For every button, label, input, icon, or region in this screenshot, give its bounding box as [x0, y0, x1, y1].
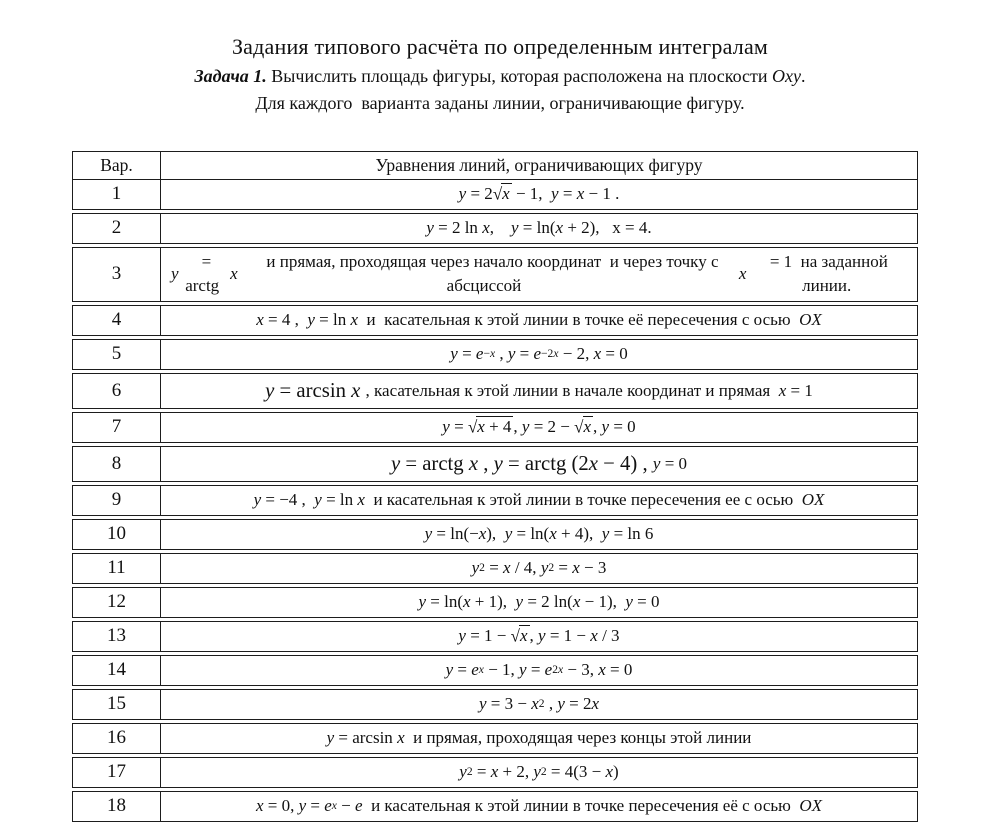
table-row [72, 723, 918, 754]
table-row [72, 757, 918, 788]
formula-cell: y = 2 √x − 1, y = x − 1 . [161, 180, 917, 209]
plane-label: Oxy [772, 66, 802, 87]
formula-cell: y = arcsin x , касательная к этой линии в начале координат и прямая x = 1 [265, 379, 813, 402]
doc-title: Задания типового расчёта по определенным интегралам [231, 34, 769, 59]
table-row [72, 339, 918, 370]
variant-cell: 17 [73, 758, 161, 787]
variant-cell: 1 [73, 180, 161, 209]
formula-cell: y = 3 − x 2 , y = 2 x [479, 694, 599, 714]
formula-cell: y = arctg x и прямая, проходящая через начало координат и через точку с абсциссой x = 1 на заданной линии. [171, 251, 893, 296]
formula-cell: y = ln( x + 1), y = 2 ln( x − 1), y = 0 [418, 592, 660, 612]
table-row [72, 247, 918, 302]
table-row [72, 553, 918, 584]
formula-cell: y = √x + 4 , y = 2 − √x , y = 0 [161, 413, 917, 442]
variant-cell: 2 [73, 214, 161, 243]
formula-cell: y = e −x , y = e −2x − 2, x = 0 [450, 344, 628, 364]
table-row [72, 213, 918, 244]
table-row [72, 791, 918, 822]
variant-cell: 9 [73, 486, 161, 515]
table-row [72, 179, 918, 210]
variant-cell: 11 [73, 554, 161, 583]
variant-cell: 16 [73, 724, 161, 753]
formula-cell: y 2 = x / 4, y 2 = x − 3 [471, 558, 607, 578]
formula-cell: y = −4 , y = ln x и касательная к этой линии в точке пересечения ее с осью OX [253, 490, 825, 510]
table-row [72, 412, 918, 443]
table-row [72, 485, 918, 516]
table-row [72, 519, 918, 550]
problem-text: Вычислить площадь фигуры, которая расположена на плоскости [266, 66, 773, 87]
variant-cell: 14 [73, 656, 161, 685]
variant-cell: 6 [73, 374, 161, 408]
table-row [72, 446, 918, 482]
formula-cell: y = arctg x , y = arctg (2x − 4) , y = 0 [390, 452, 688, 475]
formula-cell: y = 1 − √x , y = 1 − x / 3 [161, 622, 917, 651]
problem-statement [0, 65, 1000, 88]
variant-instruction: Для каждого варианта заданы линии, ограничивающие фигуру. [255, 92, 745, 113]
table-row [72, 655, 918, 686]
variant-cell: 12 [73, 588, 161, 617]
radical-sign-icon: √ [467, 417, 478, 437]
problem-text-period: . [801, 66, 806, 87]
table-body [72, 179, 918, 822]
formula-cell: y = e x − 1, y = e 2x − 3, x = 0 [445, 660, 633, 680]
table-row [72, 305, 918, 336]
formula-cell: y = arcsin x и прямая, проходящая через концы этой линии [326, 728, 752, 748]
formula-cell: x = 4 , y = ln x и касательная к этой линии в точке её пересечения с осью OX [256, 310, 822, 330]
variant-cell: 18 [73, 792, 161, 821]
table-header-row [72, 151, 918, 180]
tasks-table [72, 151, 918, 822]
formula-cell: y = ln(− x ), y = ln( x + 4), y = ln 6 [424, 524, 654, 544]
table-row [72, 587, 918, 618]
variant-cell: 13 [73, 622, 161, 651]
problem-label: Задача 1. [194, 66, 267, 87]
radical-sign-icon: √ [510, 626, 520, 646]
formula-cell: y = 2 ln x , y = ln( x + 2), x = 4. [426, 217, 652, 237]
variant-cell: 8 [73, 447, 161, 481]
formula-cell: y 2 = x + 2, y 2 = 4(3 − x ) [459, 762, 619, 782]
radical-sign-icon: √ [574, 417, 584, 437]
variant-cell: 5 [73, 340, 161, 369]
formula-cell: x = 0, y = e x − e и касательная к этой линии в точке пересечения её с осью OX [255, 796, 823, 816]
header-cell-equations: Уравнения линий, ограничивающих фигуру [375, 155, 703, 175]
table-row [72, 373, 918, 409]
variant-cell: 7 [73, 413, 161, 442]
table-row [72, 621, 918, 652]
variant-cell: 15 [73, 690, 161, 719]
variant-cell: 3 [73, 248, 161, 301]
variant-cell: 4 [73, 306, 161, 335]
table-row [72, 689, 918, 720]
radical-sign-icon: √ [492, 184, 503, 204]
header-cell-variant: Вар. [73, 152, 161, 179]
variant-cell: 10 [73, 520, 161, 549]
